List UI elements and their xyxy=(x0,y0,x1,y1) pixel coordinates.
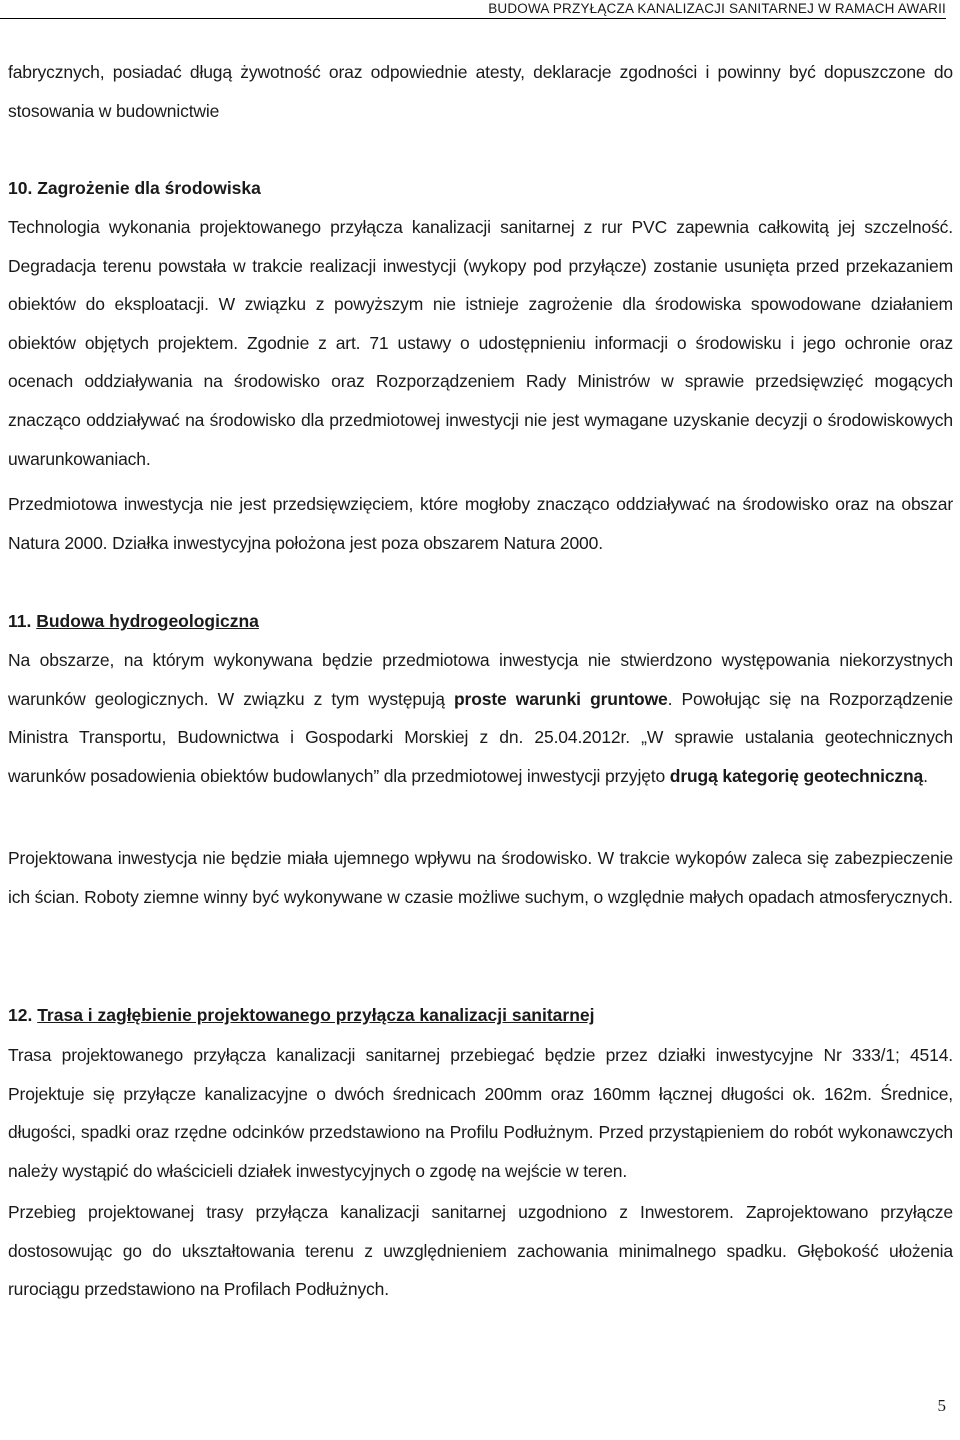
page-number: 5 xyxy=(937,1396,946,1415)
section-11-heading xyxy=(8,602,259,640)
section-12-paragraph-1: Trasa projektowanego przyłącza kanalizacji sanitarnej przebiegać będzie przez działki inwestycyjne Nr 333/1; 4514. Projektuje się przyłącze kanalizacyjne o dwóch średnicach 200mm oraz 160mm łącznej długości ok. 162m. Średnice, długości, spadki oraz rzędne odcinków przedstawiono na Profilu Podłużnym. Przed przystąpieniem do robót wykonawczych należy wystąpić do właścicieli działek inwestycyjnych o zgodę na wejście w teren. xyxy=(8,1045,953,1181)
section-12-heading xyxy=(8,996,595,1034)
s11-p1-bold-category: drugą kategorię geotechniczną xyxy=(669,765,924,786)
section-10-number: 10. xyxy=(8,178,38,198)
s11-p1-bold-soil: proste warunki gruntowe xyxy=(454,688,668,709)
section-11-title: Budowa hydrogeologiczna xyxy=(36,611,259,631)
section-11-number: 11. xyxy=(8,611,37,631)
section-10-title: Zagrożenie dla środowiska xyxy=(37,178,261,198)
s11-p1-text-c: . Powołując się na Rozporządzenie Ministra Transportu, Budownictwa i Gospodarki Morskiej z dn. 25.04.2012r. „W sprawie ustalania geotechnicznych warunków posadowienia obiektów budowlanych” dla przedmiotowej inwestycji przyjęto xyxy=(8,688,953,786)
section-11-paragraph-2: Projektowana inwestycja nie będzie miała ujemnego wpływu na środowisko. W trakcie wykopów zaleca się zabezpieczenie ich ścian. Roboty ziemne winny być wykonywane w czasie możliwe suchym, o względnie małych opadach atmosferycznych. xyxy=(8,848,953,907)
s11-p1-text-e: . xyxy=(923,765,928,786)
s11-p1-text-a: Na obszarze, na którym wykonywana będzie przedmiotowa inwestycja nie stwierdzono występowania niekorzystnych warunków geologicznych. W związku z tym występują xyxy=(8,650,953,709)
intro-paragraph: fabrycznych, posiadać długą żywotność oraz odpowiednie atesty, deklaracje zgodności i powinny być dopuszczone do stosowania w budownictwie xyxy=(8,62,953,121)
running-header: BUDOWA PRZYŁĄCZA KANALIZACJI SANITARNEJ W RAMACH AWARII xyxy=(0,0,946,19)
section-12-title: Trasa i zagłębienie projektowanego przyłącza kanalizacji sanitarnej xyxy=(37,1005,595,1025)
section-12-number: 12. xyxy=(8,1005,38,1025)
section-11-paragraph-1 xyxy=(8,641,953,795)
section-10-paragraph-2: Przedmiotowa inwestycja nie jest przedsięwzięciem, które mogłoby znacząco oddziaływać na środowisko oraz na obszar Natura 2000. Działka inwestycyjna położona jest poza obszarem Natura 2000. xyxy=(8,494,953,553)
section-10-paragraph-1: Technologia wykonania projektowanego przyłącza kanalizacji sanitarnej z rur PVC zapewnia całkowitą jej szczelność. Degradacja terenu powstała w trakcie realizacji inwestycji (wykopy pod przyłącze) zostanie usunięta przed przekazaniem obiektów do eksploatacji. W związku z powyższym nie istnieje zagrożenie dla środowiska spowodowane działaniem obiektów objętych projektem. Zgodnie z art. 71 ustawy o udostępnieniu informacji o środowisku i jego ochronie oraz ocenach oddziaływania na środowisko oraz Rozporządzeniem Rady Ministrów w sprawie przedsięwzięć mogących znacząco oddziaływać na środowisko dla przedmiotowej inwestycji nie jest wymagane uzyskanie decyzji o środowiskowych uwarunkowaniach. xyxy=(8,217,953,469)
section-12-paragraph-2: Przebieg projektowanej trasy przyłącza kanalizacji sanitarnej uzgodniono z Inwestorem. Zaprojektowano przyłącze dostosowując go do ukształtowania terenu z uwzględnieniem zachowania minimalnego spadku. Głębokość ułożenia rurociągu przedstawiono na Profilach Podłużnych. xyxy=(8,1202,953,1300)
section-10-heading xyxy=(8,169,261,207)
